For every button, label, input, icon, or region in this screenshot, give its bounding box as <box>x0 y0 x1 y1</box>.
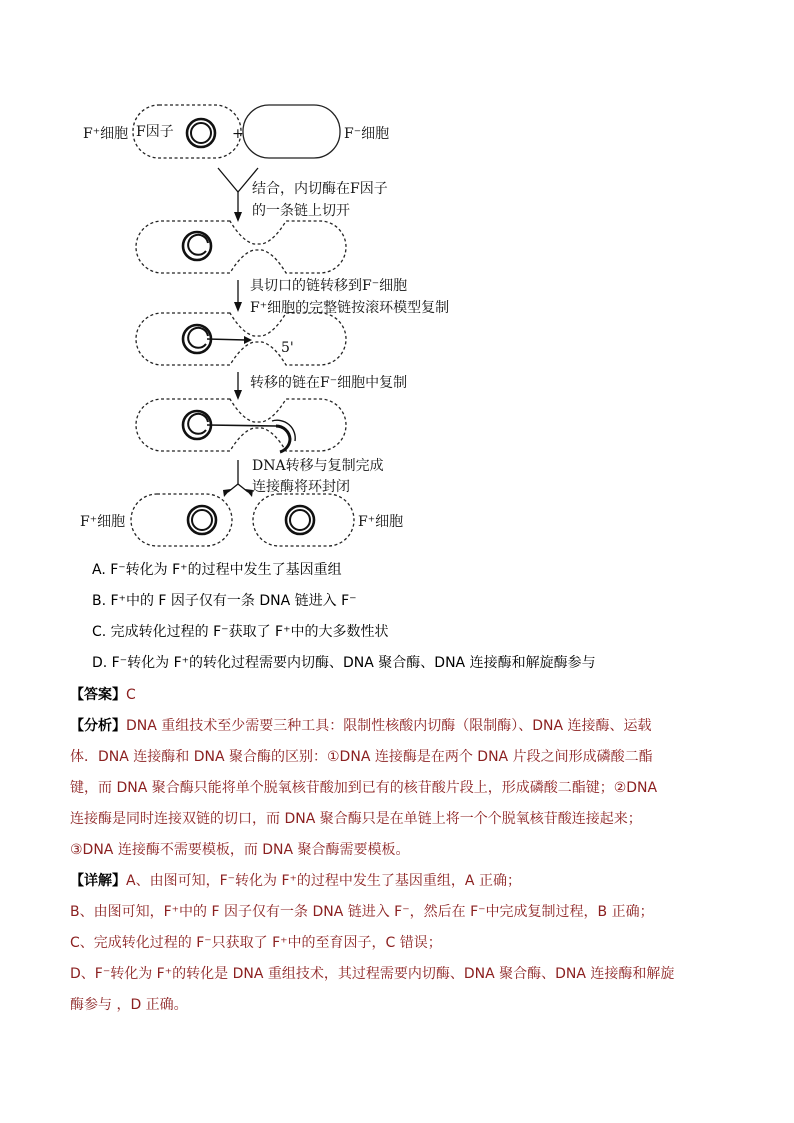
option-d: D. F⁻转化为 F⁺的转化过程需要内切酶、DNA 聚合酶、DNA 连接酶和解旋酶参与 <box>92 655 596 671</box>
analysis-label: 【分析】 <box>70 718 126 734</box>
analysis-line-4: 连接酶是同时连接双链的切口，而 DNA 聚合酶只是在单链上将一个个脱氧核苷酸连接起来； <box>70 811 642 827</box>
label-five-prime: 5' <box>281 340 294 356</box>
label-step2-line2: F⁺细胞的完整链按滚环模型复制 <box>250 300 450 316</box>
analysis-line-3: 键，而 DNA 聚合酶只能将单个脱氧核苷酸加到已有的核苷酸片段上，形成磷酸二酯键；②DNA <box>70 780 658 796</box>
option-c: C. 完成转化过程的 F⁻获取了 F⁺中的大多数性状 <box>92 624 389 640</box>
analysis-line-5: ③DNA 连接酶不需要模板，而 DNA 聚合酶需要模板。 <box>70 842 410 858</box>
f-factor-transfer-diagram <box>0 0 794 550</box>
answer-options <box>92 558 772 682</box>
result-cell-right-outline <box>253 494 354 546</box>
label-f-plus-cell: F⁺细胞 <box>83 126 129 142</box>
analysis-line-2: 体．DNA 连接酶和 DNA 聚合酶的区别：①DNA 连接酶是在两个 DNA 片段之间形成磷酸二酯 <box>70 749 653 765</box>
detail-line-5: 酶参与 ，D 正确。 <box>70 997 188 1013</box>
conjugation-cell-outline-2 <box>136 313 346 365</box>
analysis-section <box>70 714 780 869</box>
label-f-factor: F因子 <box>136 124 174 140</box>
arrow-step3-icon <box>234 390 242 400</box>
detail-line-3: C、完成转化过程的 F⁻只获取了 F⁺中的至育因子，C 错误； <box>70 935 442 951</box>
label-step2-line1: 具切口的链转移到F⁻细胞 <box>250 278 408 294</box>
option-a: A. F⁻转化为 F⁺的过程中发生了基因重组 <box>92 562 342 578</box>
option-b: B. F⁺中的 F 因子仅有一条 DNA 链进入 F⁻ <box>92 593 357 609</box>
answer-section <box>70 683 780 714</box>
answer-value: C <box>126 687 136 703</box>
f-minus-cell-outline <box>243 105 340 158</box>
detail-label: 【详解】 <box>70 873 126 889</box>
analysis-line-1: 【分析】DNA 重组技术至少需要三种工具：限制性核酸内切酶（限制酶）、DNA 连接酶、运载 <box>70 718 652 734</box>
arrow-step1-icon <box>234 212 242 222</box>
detail-line-1: 【详解】A、由图可知，F⁻转化为 F⁺的过程中发生了基因重组，A 正确； <box>70 873 521 889</box>
label-step1-line1: 结合，内切酶在F因子 <box>252 181 388 197</box>
answer-line <box>70 683 780 714</box>
label-result-right: F⁺细胞 <box>358 514 404 530</box>
label-step4-line2: 连接酶将环封闭 <box>252 479 350 495</box>
arrow-step2-icon <box>234 302 242 312</box>
f-plasmid-inner <box>191 123 211 143</box>
detail-line-2: B、由图可知，F⁺中的 F 因子仅有一条 DNA 链进入 F⁻，然后在 F⁻中完成复制过程，B 正确； <box>70 904 654 920</box>
label-step3: 转移的链在F⁻细胞中复制 <box>250 375 408 391</box>
detail-line-4: D、F⁻转化为 F⁺的转化是 DNA 重组技术，其过程需要内切酶、DNA 聚合酶、DNA 连接酶和解旋 <box>70 966 675 982</box>
conjugation-cell-outline-1 <box>136 221 346 273</box>
answer-label: 【答案】 <box>70 687 126 703</box>
label-step4-line1: DNA转移与复制完成 <box>252 458 384 474</box>
label-result-left: F⁺细胞 <box>80 514 126 530</box>
replicating-strand-arc <box>276 426 290 452</box>
label-step1-line2: 的一条链上切开 <box>252 203 350 219</box>
arrow-step4-left-icon <box>223 489 231 497</box>
detail-section <box>70 869 780 1024</box>
label-plus-sign: + <box>232 126 244 142</box>
label-f-minus-cell: F⁻细胞 <box>344 126 390 142</box>
